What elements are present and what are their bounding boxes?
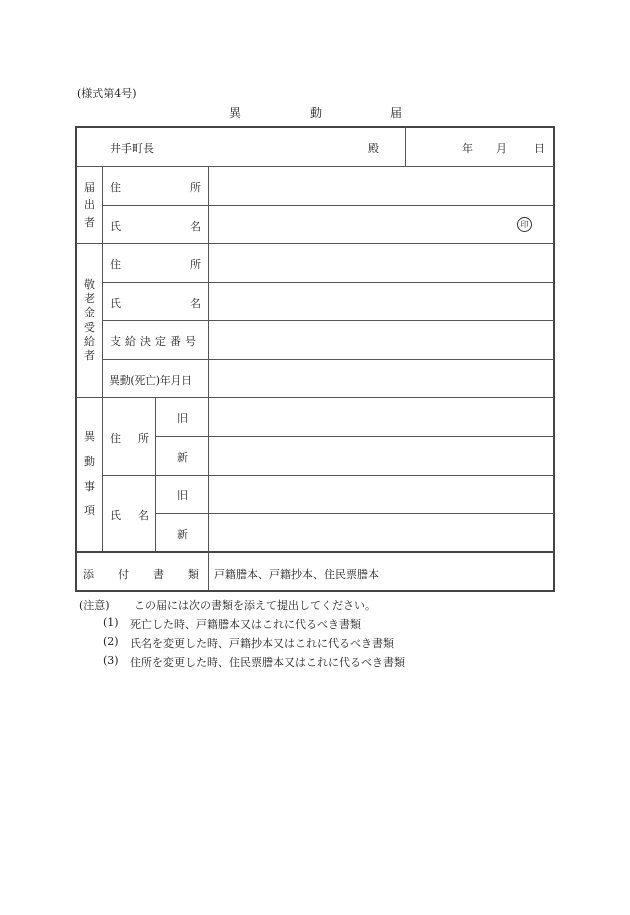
name-new-label: 新 (177, 528, 188, 541)
row-divider (102, 359, 554, 360)
notifier-section-label (77, 167, 102, 243)
address-old-label: 旧 (177, 412, 188, 425)
row-divider (76, 166, 554, 167)
notes-header: (注意) (79, 599, 110, 612)
notifier-name-label-end: 名 (190, 220, 201, 233)
row-divider (102, 475, 554, 476)
column-divider (155, 397, 156, 551)
name-old-label: 旧 (177, 489, 188, 502)
document-title-char-2: 動 (310, 106, 323, 120)
label-char: 出 (84, 198, 95, 212)
change-name-label-start: 氏 (110, 509, 121, 522)
label-char: 者 (84, 215, 95, 229)
row-divider (102, 205, 554, 206)
change-address-label-start: 住 (110, 432, 121, 445)
row-divider (76, 397, 554, 398)
note-item-text: 住所を変更した時、住民票謄本又はこれに代るべき書類 (130, 656, 405, 669)
row-divider (76, 551, 554, 553)
row-divider (76, 243, 554, 244)
addressee-text: 井手町長 (110, 142, 154, 155)
row-divider (155, 436, 554, 437)
row-divider (102, 320, 554, 321)
notes-intro: この届には次の書類を添えて提出してください。 (134, 599, 376, 612)
note-item-number: (1) (103, 616, 119, 629)
note-item-text: 死亡した時、戸籍謄本又はこれに代るべき書類 (130, 618, 361, 631)
label-char: 老 (84, 291, 95, 305)
change-date-label: 異動(死亡)年月日 (109, 374, 192, 387)
document-title-char-3: 届 (390, 106, 403, 120)
label-char: 届 (84, 180, 95, 194)
form-number: (様式第4号) (77, 87, 137, 100)
attachments-label-char: 類 (188, 568, 199, 581)
recipient-section-label (77, 244, 102, 397)
notifier-name-label-start: 氏 (110, 220, 121, 233)
document-title-char-1: 異 (229, 106, 242, 120)
date-year-label: 年 (462, 142, 473, 155)
note-item-text: 氏名を変更した時、戸籍抄本又はこれに代るべき書類 (130, 637, 394, 650)
label-char: 金 (84, 306, 95, 320)
attachments-value: 戸籍謄本、戸籍抄本、住民票謄本 (214, 568, 379, 581)
attachments-label-char: 添 (83, 568, 94, 581)
label-char: 敬 (84, 277, 95, 291)
decision-number-label: 支給決定番号 (110, 335, 200, 348)
label-char: 動 (84, 454, 95, 468)
note-item-number: (2) (103, 635, 119, 648)
attachments-label-char: 付 (118, 568, 129, 581)
notifier-address-label-start: 住 (110, 181, 121, 194)
address-new-label: 新 (177, 451, 188, 464)
label-char: 異 (84, 430, 95, 443)
recipient-address-label-start: 住 (110, 258, 121, 271)
change-address-label-end: 所 (138, 432, 149, 445)
note-item-number: (3) (103, 654, 119, 667)
notifier-address-label-end: 所 (190, 181, 201, 194)
recipient-name-label-start: 氏 (110, 297, 121, 310)
column-divider (405, 127, 406, 166)
label-char: 者 (84, 349, 95, 363)
column-divider (208, 166, 209, 590)
row-divider (155, 513, 554, 514)
label-char: 項 (84, 504, 95, 518)
label-char: 給 (84, 334, 95, 348)
recipient-address-label-end: 所 (190, 258, 201, 271)
change-items-section-label (77, 398, 102, 551)
label-char: 事 (84, 479, 95, 493)
label-char: 受 (84, 320, 95, 334)
date-day-label: 日 (534, 142, 545, 155)
attachments-label-char: 書 (153, 568, 164, 581)
change-name-label-end: 名 (138, 509, 149, 522)
row-divider (102, 282, 554, 283)
honorific-text: 殿 (368, 142, 379, 155)
recipient-name-label-end: 名 (190, 297, 201, 310)
column-divider (102, 166, 103, 551)
date-month-label: 月 (496, 142, 507, 155)
seal-mark: 印 (517, 217, 532, 232)
